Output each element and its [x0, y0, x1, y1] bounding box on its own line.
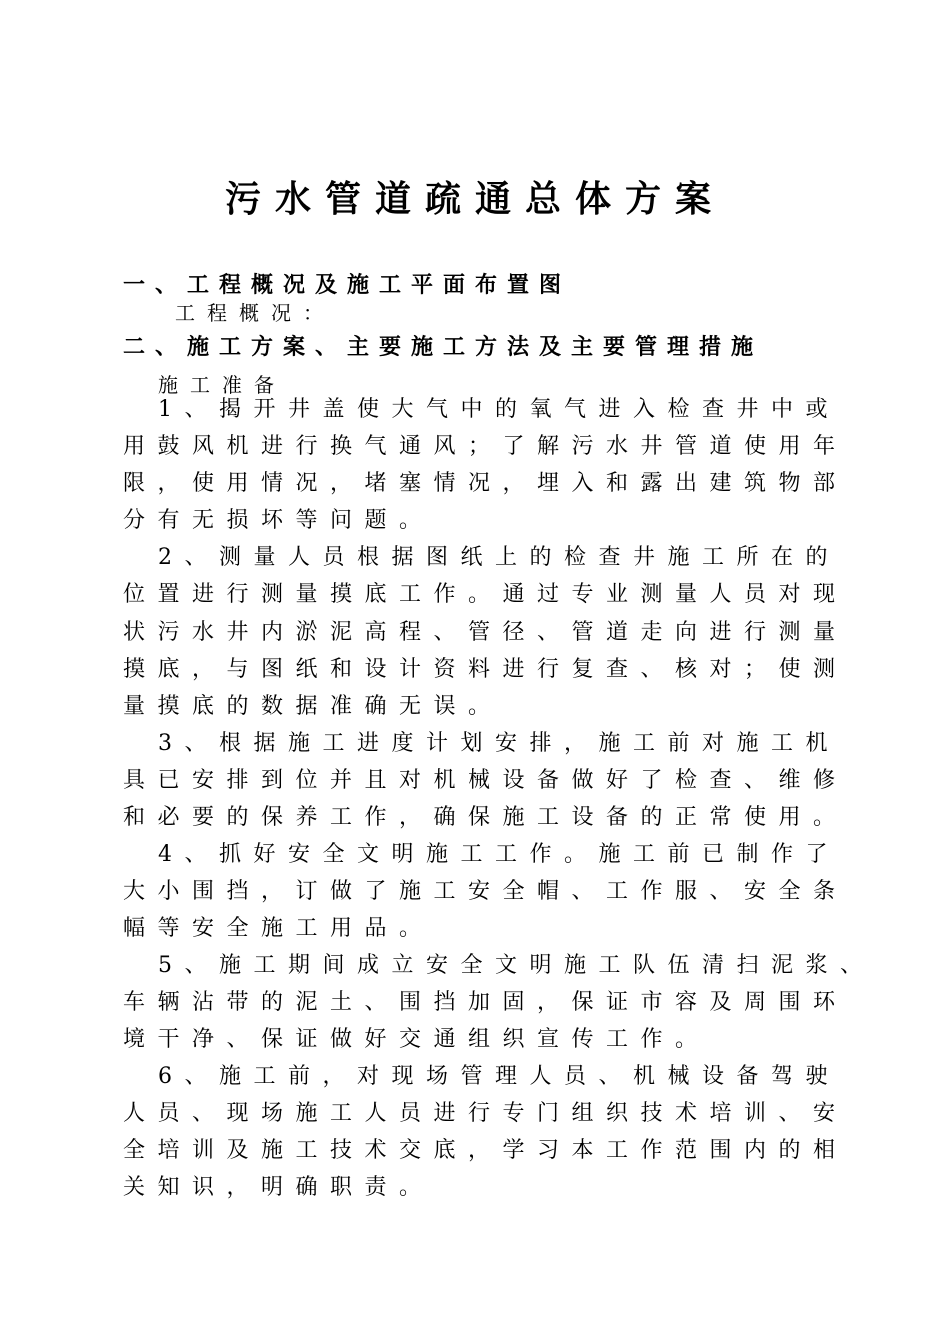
paragraph-line: 限，使用情况，堵塞情况，埋入和露出建筑物部: [123, 471, 848, 496]
paragraph-line: 大小围挡，订做了施工安全帽、工作服、安全条: [123, 879, 848, 904]
paragraph-line: 6、施工前，对现场管理人员、机械设备驾驶: [158, 1064, 840, 1089]
paragraph-line: 1、揭开井盖使大气中的氧气进入检查井中或: [158, 397, 840, 422]
paragraph-line: 位置进行测量摸底工作。通过专业测量人员对现: [123, 582, 848, 607]
section-heading-overview: 一、工程概况及施工平面布置图: [123, 273, 572, 298]
paragraph-line: 人员、现场施工人员进行专门组织技术培训、安: [123, 1101, 848, 1126]
paragraph-line: 分有无损坏等问题。: [123, 508, 434, 533]
paragraph-line: 2、测量人员根据图纸上的检查井施工所在的: [158, 545, 840, 570]
paragraph-line: 量摸底的数据准确无误。: [123, 694, 503, 719]
paragraph-line: 幅等安全施工用品。: [123, 916, 434, 941]
paragraph-line: 车辆沾带的泥土、围挡加固，保证市容及周围环: [123, 990, 848, 1015]
paragraph-line: 境干净、保证做好交通组织宣传工作。: [123, 1027, 710, 1052]
paragraph-line: 4、抓好安全文明施工工作。施工前已制作了: [158, 842, 840, 867]
section-heading-construction-plan: 二、施工方案、主要施工方法及主要管理措施: [123, 335, 764, 360]
document-title: 污水管道疏通总体方案: [224, 179, 725, 220]
paragraph-line: 状污水井内淤泥高程、管径、管道走向进行测量: [123, 620, 848, 645]
paragraph-line: 用鼓风机进行换气通风；了解污水井管道使用年: [123, 434, 848, 459]
paragraph-line: 具已安排到位并且对机械设备做好了检查、维修: [123, 768, 848, 793]
paragraph-line: 3、根据施工进度计划安排，施工前对施工机: [158, 731, 840, 756]
paragraph-line: 全培训及施工技术交底，学习本工作范围内的相: [123, 1138, 848, 1163]
subheading-project-overview: 工程概况：: [175, 301, 335, 325]
paragraph-line: 5、施工期间成立安全文明施工队伍清扫泥浆、: [158, 953, 875, 978]
paragraph-line: 摸底，与图纸和设计资料进行复查、核对；使测: [123, 657, 848, 682]
paragraph-line: 和必要的保养工作，确保施工设备的正常使用。: [123, 805, 848, 830]
paragraph-line: 关知识，明确职责。: [123, 1175, 434, 1200]
subheading-construction-preparation: 施工准备: [158, 373, 286, 397]
